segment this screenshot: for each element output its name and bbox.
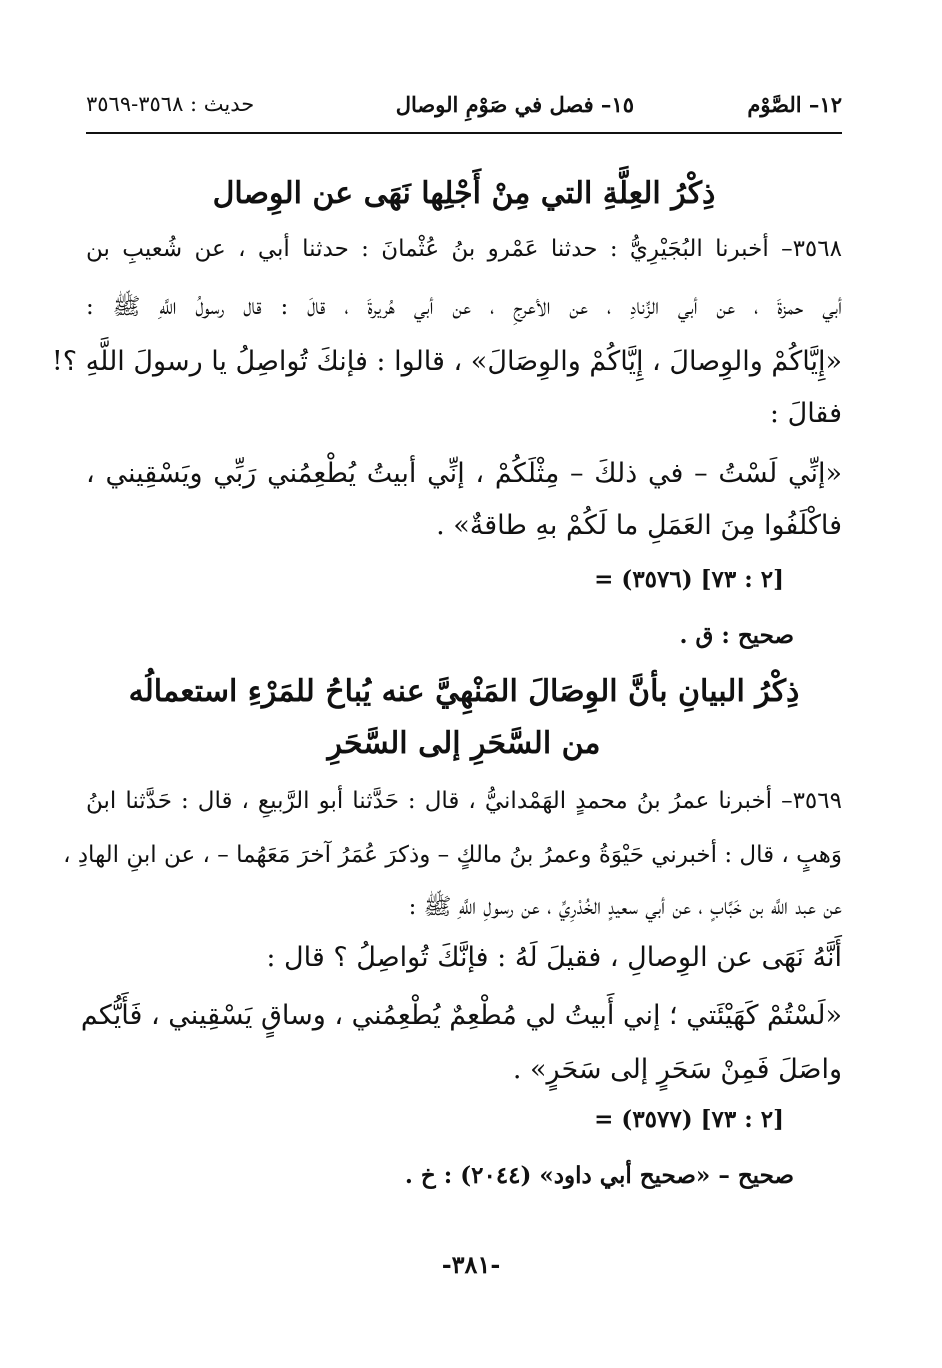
hadith-3568-reference: = (٣٥٧٦) [٢ : ٧٣] bbox=[594, 566, 784, 593]
section1-heading: ذِكْرُ العِلَّةِ التي مِنْ أَجْلِها نَهَى عن الوِصال bbox=[212, 176, 716, 211]
hadith-3568-line-1: ٣٥٦٨– أخبرنا البُجَيْرِيُّ : حدثنا عَمْرو بنُ عُثْمانَ : حدثنا أبي ، عن شُعيبِ بن bbox=[86, 236, 842, 262]
hadith-3568-line-4: فقالَ : bbox=[769, 398, 842, 429]
section2-heading-line-2: من السَّحَرِ إلى السَّحَرِ bbox=[327, 726, 601, 761]
hadith-3568-line-2: أبي حمزةَ ، عن أبي الزِّنادِ ، عن الأعرجِ ، عن أبي هُريرةَ ، قالَ : قال رسولُ اللَّهِ ﷺ : bbox=[86, 294, 842, 320]
chapter-title: ١٢– الصَّوْم bbox=[747, 92, 842, 117]
hadith-3568-line-6: فاكْلَفُوا مِنَ العَمَلِ ما لَكُمْ بهِ طاقةٌ» . bbox=[436, 510, 842, 541]
hadith-3569-line-1: ٣٥٦٩– أخبرنا عمرُ بنُ محمدٍ الهَمْدانيُّ ، قال : حَدَّثنا أبو الرَّبيعِ ، قال : حَدَّثنا ابنُ bbox=[86, 788, 842, 814]
hadith-3568-line-5: «إنِّي لَسْتُ – في ذلكَ – مِثْلَكُمْ ، إنِّي أبيتُ يُطْعِمُني رَبِّي ويَسْقِيني ، bbox=[86, 458, 842, 489]
hadith-3569-line-3: عن عبد اللَّه بن خَبَّابٍ ، عن أبي سعيدٍ الخُدْرِيِّ ، عن رسولِ اللَّهِ ﷺ : bbox=[408, 894, 842, 920]
hadith-3569-line-4: أَنَّهُ نَهَى عن الوِصالِ ، فقيلَ لَهُ : فإنَّكَ تُواصِلُ ؟ قال : bbox=[266, 942, 842, 973]
hadith-3569-line-2: وَهبٍ ، قال : أخبرني حَيْوَةُ وعمرُ بنُ مالكٍ – وذكرَ عُمَرُ آخرَ مَعَهُما – ، عن ابنِ الهادِ ، bbox=[63, 842, 842, 868]
hadith-3568-grade: صحيح : ق . bbox=[679, 622, 794, 649]
hadith-3569-line-5: «لَسْتُمْ كَهَيْئَتي ؛ إني أَبيتُ لي مُطْعِمٌ يُطْعِمُني ، وساقٍ يَسْقِيني ، فَأَيُّكم bbox=[80, 1000, 842, 1031]
hadith-range: حديث : ٣٥٦٨-٣٥٦٩ bbox=[86, 92, 255, 116]
hadith-3569-grade: صحيح – «صحيح أبي داود» (٢٠٤٤) : خ . bbox=[404, 1162, 794, 1189]
page-number: -٣٨١- bbox=[441, 1250, 501, 1279]
hadith-3569-line-6: واصَلَ فَمِنْ سَحَرٍ إلى سَحَرٍ» . bbox=[512, 1054, 842, 1085]
section2-heading-line-1: ذِكْرُ البيانِ بأنَّ الوِصَالَ المَنْهِيَّ عنه يُباحُ للمَرْءِ استعمالُه bbox=[128, 674, 800, 709]
hadith-3568-line-3: «إِيَّاكُمْ والوِصالَ ، إِيَّاكُمْ والوِصَالَ» ، قالوا : فإنكَ تُواصِلُ يا رسولَ اللَّهِ ؟! bbox=[51, 346, 842, 377]
hadith-3569-reference: = (٣٥٧٧) [٢ : ٧٣] bbox=[594, 1106, 784, 1133]
section-title: ١٥– فصل في صَوْمِ الوصال bbox=[395, 92, 634, 117]
running-header bbox=[86, 84, 842, 134]
